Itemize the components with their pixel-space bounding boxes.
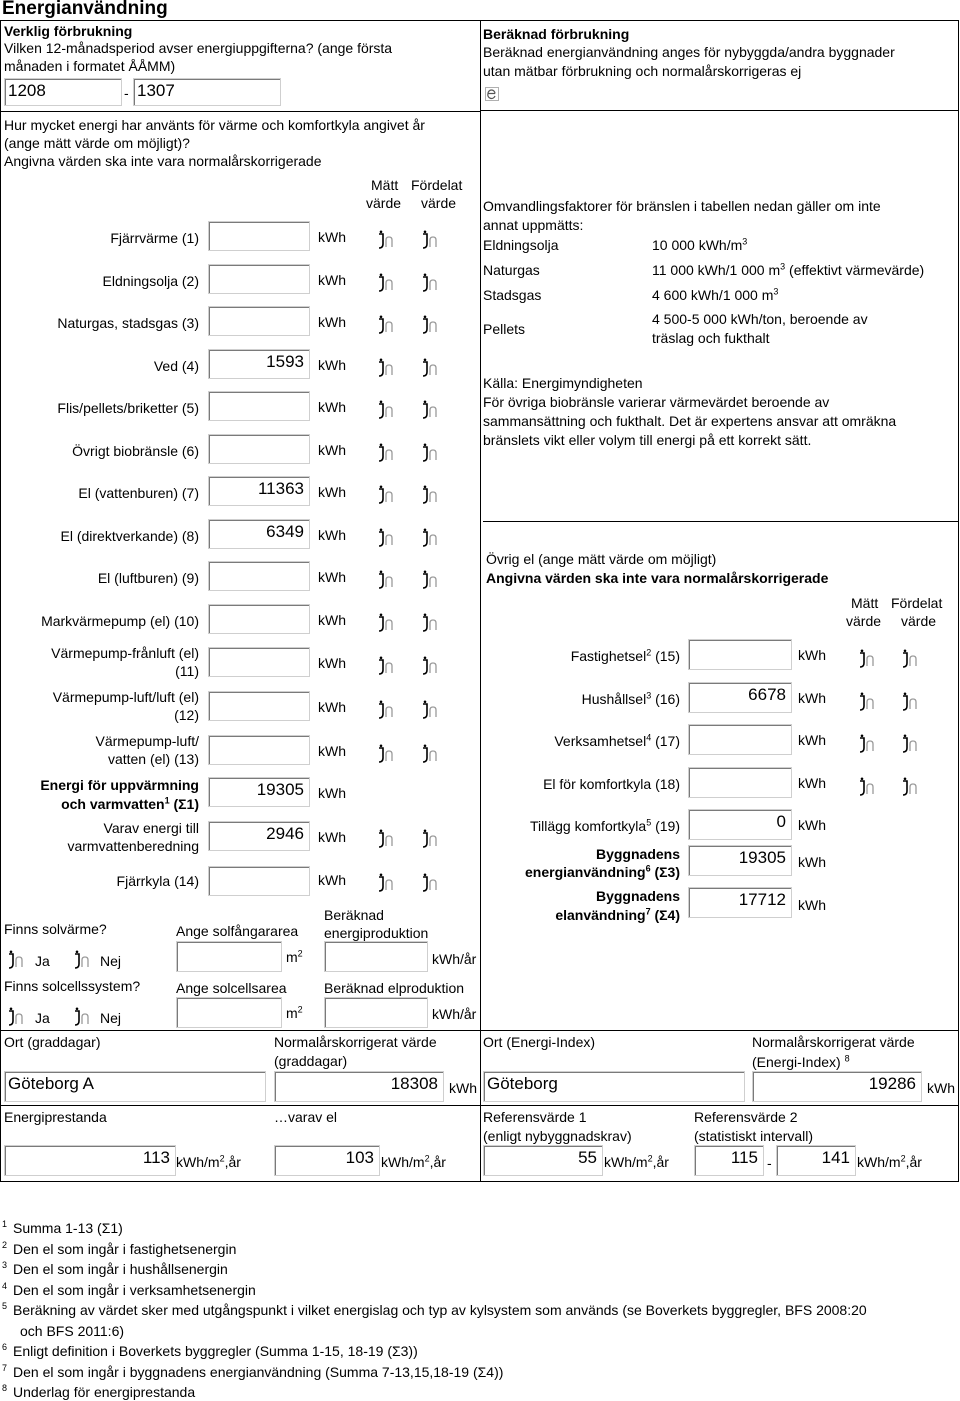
measured-radio[interactable]	[376, 358, 398, 378]
solar-no-label: Nej	[100, 953, 122, 969]
radio-icon	[376, 400, 398, 420]
radio-icon	[420, 358, 442, 378]
other-el-heading: Övrig el (ange mätt värde om möjligt)	[486, 551, 717, 567]
energy-row-label: El (direktverkande) (8)	[60, 527, 199, 544]
unit-label: kWh	[318, 872, 346, 888]
energy-row-value[interactable]	[208, 306, 310, 336]
footnote: $^2$ Den el som ingår i fastighetsenergin	[2, 1239, 237, 1257]
building-energy-label-2: energianvändning$^6$ (Σ3)	[525, 863, 680, 880]
distributed-radio[interactable]	[900, 649, 922, 669]
solar-area-input[interactable]	[176, 941, 282, 972]
unit-label: kWh	[798, 774, 826, 791]
energy-row-value[interactable]	[208, 264, 310, 294]
hot-water-label-2: varmvattenberedning	[67, 838, 199, 854]
measured-radio[interactable]	[857, 734, 879, 754]
energy-row-value[interactable]	[208, 434, 310, 464]
energy-row-label: El (vattenburen) (7)	[78, 485, 199, 501]
ort-graddagar-input[interactable]: Göteborg A	[4, 1071, 266, 1102]
radio-icon	[376, 570, 398, 590]
distributed-radio[interactable]	[420, 273, 442, 293]
solar-cells-yes-radio[interactable]	[6, 1007, 28, 1027]
building-energy-label: Byggnadens	[595, 846, 680, 862]
radio-icon	[420, 443, 442, 463]
radio-icon	[420, 273, 442, 293]
unit-label: kWh	[798, 689, 826, 706]
radio-icon	[420, 570, 442, 590]
other-el-row-value[interactable]: 0	[688, 809, 792, 840]
measured-radio[interactable]	[376, 744, 398, 764]
radio-icon	[420, 829, 442, 849]
other-el-row-label: Verksamhetsel$^4$ (17)	[554, 732, 680, 749]
energy-row-label: Övrigt biobränsle (6)	[72, 442, 199, 459]
solar-cells-area-input[interactable]	[176, 997, 282, 1028]
distributed-radio[interactable]	[420, 700, 442, 720]
measured-radio[interactable]	[857, 777, 879, 797]
radio-icon	[900, 649, 922, 669]
col-measured-2: värde	[366, 195, 402, 211]
conversion-intro-2: annat uppmätts:	[483, 217, 584, 233]
radio-icon	[376, 528, 398, 548]
ref1-value[interactable]: 55	[483, 1145, 603, 1176]
footnote: $^3$ Den el som ingår i hushållsenergin	[2, 1260, 228, 1277]
radio-icon	[857, 734, 879, 754]
other-el-row-value[interactable]	[688, 724, 792, 755]
ref1-label: Referensvärde 1	[483, 1109, 587, 1125]
radio-icon	[376, 656, 398, 676]
biofuel-note-2: sammansättning och fukthalt. Det är expertens ansvar att omräkna	[483, 413, 897, 429]
radio-icon	[420, 656, 442, 676]
solar-cells-area-label: Ange solcellsarea	[176, 980, 287, 996]
building-el-value[interactable]: 17712	[688, 887, 792, 918]
radio-icon	[376, 744, 398, 764]
amount-question-2: (ange mätt värde om möjligt)?	[4, 135, 190, 151]
radio-icon	[376, 873, 398, 893]
footnote: och BFS 2011:6)	[20, 1322, 125, 1339]
radio-icon	[857, 777, 879, 797]
col-distributed: Fördelat	[411, 177, 463, 193]
unit-label: kWh	[318, 569, 346, 585]
radio-icon	[420, 700, 442, 720]
unit-label: kWh	[318, 399, 346, 415]
unit-label: kWh	[318, 441, 346, 458]
radio-icon	[857, 649, 879, 669]
solar-calc-label-2: energiproduktion	[324, 925, 429, 941]
unit-kwh-m2: kWh/$m^2,år$	[857, 1153, 922, 1170]
conversion-factor: 10 000 kWh/$m^3$	[652, 236, 748, 253]
unit-label: kWh	[318, 743, 346, 759]
distributed-radio[interactable]	[420, 744, 442, 764]
solar-cells-production-input[interactable]	[324, 997, 428, 1028]
energy-row-label: Flis/pellets/briketter (5)	[57, 400, 199, 416]
solar-cells-question: Finns solcellssystem?	[4, 978, 141, 994]
ref2-dash: -	[767, 1155, 772, 1171]
solar-no-radio[interactable]	[72, 950, 94, 970]
radio-icon	[376, 315, 398, 335]
radio-icon	[420, 613, 442, 633]
radio-icon	[376, 485, 398, 505]
heatpump-row-value[interactable]	[208, 735, 310, 765]
distributed-radio[interactable]	[420, 230, 442, 250]
radio-icon	[376, 700, 398, 720]
period-dash: -	[124, 85, 129, 101]
divider	[483, 521, 958, 522]
col-measured: Mätt	[371, 177, 399, 193]
source-label: Källa: Energimyndigheten	[483, 375, 643, 391]
building-el-label: Byggnadens	[595, 888, 680, 904]
heatpump-row-value[interactable]	[208, 647, 310, 677]
col-measured: Mätt	[851, 595, 879, 611]
col-measured-2: värde	[846, 613, 882, 629]
distributed-radio[interactable]	[420, 570, 442, 590]
solar-production-input[interactable]	[324, 941, 428, 972]
radio-icon	[420, 744, 442, 764]
heatpump-row-label: Värmepump-frånluft (el)	[51, 645, 199, 661]
varav-el-value[interactable]: 103	[274, 1145, 380, 1176]
footnote: $^4$ Den el som ingår i verksamhetsenergin	[2, 1280, 256, 1298]
other-el-row-value[interactable]: 6678	[688, 682, 792, 713]
sum-heating-label-2: och varmvatten$^1$ (Σ1)	[61, 795, 199, 812]
energy-row-label: Markvärmepump (el) (10)	[41, 612, 199, 629]
unit-label: kWh	[318, 484, 346, 500]
measured-radio[interactable]	[376, 656, 398, 676]
distributed-radio[interactable]	[420, 315, 442, 335]
radio-icon	[420, 485, 442, 505]
solar-yes-radio[interactable]	[6, 950, 28, 970]
sum-heating-label: Energi för uppvärmning	[40, 777, 199, 793]
ref2-from-value[interactable]: 115	[694, 1145, 764, 1176]
measured-radio[interactable]	[376, 528, 398, 548]
conversion-fuel: Naturgas	[483, 262, 540, 278]
radio-icon	[72, 1007, 94, 1027]
radio-icon	[6, 1007, 28, 1027]
amount-question: Hur mycket energi har använts för värme och komfortkyla angivet år	[4, 117, 425, 133]
radio-icon	[6, 950, 28, 970]
unit-kwh-m2: kWh/$m^2,år$	[604, 1153, 669, 1170]
normalization-note: Angivna värden ska inte vara normalårskorrigerade	[4, 153, 322, 169]
radio-icon	[900, 734, 922, 754]
right-edge	[958, 111, 959, 1031]
measured-radio[interactable]	[376, 230, 398, 250]
distributed-radio[interactable]	[420, 443, 442, 463]
footnote: $^6$ Enligt definition i Boverkets byggregler (Summa 1-15, 18-19 (Σ3))	[2, 1342, 418, 1359]
solar-cells-no-label: Nej	[100, 1010, 122, 1026]
col-distributed-2: värde	[421, 195, 457, 211]
norm-index-label-2: (Energi-Index) $^8$	[752, 1053, 850, 1070]
radio-icon	[376, 273, 398, 293]
other-el-note: Angivna värden ska inte vara normalårskorrigerade	[486, 570, 829, 586]
distributed-radio[interactable]	[420, 485, 442, 505]
energy-row-value[interactable]	[208, 604, 310, 634]
building-el-label-2: elanvändning$^7$ (Σ4)	[555, 906, 680, 923]
conversion-fuel: Eldningsolja	[483, 237, 559, 253]
solar-question: Finns solvärme?	[4, 921, 107, 937]
unit-label: kWh	[318, 229, 346, 245]
energy-row-label: Eldningsolja (2)	[102, 272, 199, 289]
radio-icon	[857, 692, 879, 712]
radio-icon	[376, 443, 398, 463]
energy-row-value[interactable]	[208, 221, 310, 251]
energiprestanda-label: Energiprestanda	[4, 1109, 107, 1125]
period-question: Vilken 12-månadsperiod avser energiuppgifterna? (ange första	[4, 40, 393, 56]
ref2-label: Referensvärde 2	[694, 1109, 798, 1125]
heatpump-row-label: Värmepump-luft/luft (el)	[52, 689, 199, 705]
unit-label: kWh	[318, 785, 346, 801]
measured-radio[interactable]	[857, 692, 879, 712]
col-distributed: Fördelat	[891, 595, 943, 611]
conversion-intro: Omvandlingsfaktorer för bränslen i tabellen nedan gäller om inte	[483, 198, 881, 214]
unit-label: kWh	[318, 655, 346, 671]
conversion-factor: 11 000 kWh/1 000 $m^3$ (effektivt värmevärde)	[652, 261, 925, 278]
solar-yes-label: Ja	[35, 953, 50, 969]
radio-icon	[376, 230, 398, 250]
hot-water-distributed-radio[interactable]	[420, 829, 442, 849]
divider	[480, 1030, 481, 1182]
unit-m2: $m^2$	[286, 1004, 303, 1021]
district-cooling-label: Fjärrkyla (14)	[116, 873, 199, 889]
measured-radio[interactable]	[857, 649, 879, 669]
radio-icon	[376, 358, 398, 378]
varav-el-label: …varav el	[274, 1109, 338, 1125]
pellets-factor-2: träslag och fukthalt	[652, 330, 770, 346]
biofuel-note-3: bränslets vikt eller volym till energi på ett korrekt sätt.	[483, 432, 812, 448]
unit-label: kWh	[318, 829, 346, 845]
energy-row-label: Fjärrvärme (1)	[110, 230, 199, 246]
unit-label: kWh	[798, 647, 826, 663]
measured-radio[interactable]	[376, 443, 398, 463]
solar-cells-no-radio[interactable]	[72, 1007, 94, 1027]
unit-label: kWh	[798, 817, 826, 833]
measured-radio[interactable]	[376, 273, 398, 293]
pellets-factor: 4 500-5 000 kWh/ton, beroende av	[652, 311, 868, 327]
calculated-checkbox[interactable]	[484, 86, 500, 102]
ref2-to-value[interactable]: 141	[776, 1145, 856, 1176]
energy-row-label: Ved (4)	[153, 357, 199, 374]
other-el-row-value[interactable]	[688, 639, 792, 670]
norm-graddagar-label-2: (graddagar)	[274, 1053, 348, 1069]
calculated-heading: Beräknad förbrukning	[483, 26, 630, 42]
period-to-input[interactable]: 1307	[133, 78, 281, 106]
period-from-input[interactable]: 1208	[4, 78, 122, 106]
calculated-text-2: utan mätbar förbrukning och normalårskorrigeras ej	[483, 63, 802, 79]
district-cooling-value[interactable]	[208, 866, 310, 896]
distributed-radio[interactable]	[900, 692, 922, 712]
distributed-radio[interactable]	[420, 358, 442, 378]
norm-index-label: Normalårskorrigerat värde	[752, 1034, 915, 1050]
hot-water-measured-radio[interactable]	[376, 829, 398, 849]
ort-index-label: Ort (Energi-Index)	[483, 1034, 596, 1050]
energy-row-label: Naturgas, stadsgas (3)	[57, 315, 199, 331]
col-distributed-2: värde	[901, 613, 937, 629]
calculated-text: Beräknad energianvändning anges för nybyggda/andra byggnader	[483, 44, 895, 60]
other-el-row-label: Tillägg komfortkyla$^5$ (19)	[530, 817, 680, 834]
measured-radio[interactable]	[376, 570, 398, 590]
energy-row-value[interactable]	[208, 561, 310, 591]
distributed-radio[interactable]	[420, 528, 442, 548]
unit-kwh-m2: kWh/$m^2,år$	[176, 1153, 241, 1170]
unit-kwh-m2: kWh/$m^2,år$	[381, 1153, 446, 1170]
ort-graddagar-label: Ort (graddagar)	[4, 1034, 101, 1050]
distributed-radio[interactable]	[900, 734, 922, 754]
heatpump-row-label-2: vatten (el) (13)	[107, 751, 199, 767]
other-el-row-label: Fastighetsel$^2$ (15)	[570, 647, 680, 664]
energiprestanda-value[interactable]: 113	[4, 1145, 176, 1176]
conversion-fuel: Stadsgas	[483, 287, 542, 303]
radio-icon	[420, 230, 442, 250]
solar-calc-label: Beräknad	[324, 907, 384, 923]
radio-icon	[376, 613, 398, 633]
energy-row-label: El (luftburen) (9)	[97, 570, 199, 586]
radio-icon	[72, 950, 94, 970]
unit-label: kWh	[798, 732, 826, 748]
unit-kwh-year: kWh/år	[432, 951, 477, 967]
radio-icon	[420, 528, 442, 548]
distributed-radio[interactable]	[420, 656, 442, 676]
radio-icon	[420, 873, 442, 893]
unit-label: kWh	[318, 611, 346, 628]
unit-kwh-year: kWh/år	[432, 1006, 477, 1022]
heatpump-row-label: Värmepump-luft/	[95, 733, 199, 749]
norm-graddagar-label: Normalårskorrigerat värde	[274, 1034, 437, 1050]
footnote: $^5$ Beräkning av värdet sker med utgångspunkt i vilket energislag och typ av kylsystem som används (se Boverkets byggregler, BFS 2008:20	[2, 1301, 867, 1318]
solar-area-label: Ange solfångararea	[176, 923, 299, 939]
measured-radio[interactable]	[376, 400, 398, 420]
energy-row-value[interactable]	[208, 391, 310, 421]
divider	[0, 111, 481, 112]
district-cooling-measured-radio[interactable]	[376, 873, 398, 893]
checkbox-icon	[484, 86, 500, 102]
measured-radio[interactable]	[376, 613, 398, 633]
page-title: Energianvändning	[2, 0, 168, 19]
energy-row-value[interactable]: 1593	[208, 349, 310, 379]
footnote: $^1$ Summa 1-13 (Σ1)	[2, 1219, 123, 1236]
norm-graddagar-value[interactable]: 18308	[274, 1071, 444, 1102]
unit-label: kWh	[318, 526, 346, 543]
hot-water-label: Varav energi till	[103, 820, 199, 836]
radio-icon	[376, 829, 398, 849]
hot-water-value[interactable]: 2946	[208, 821, 310, 851]
heatpump-row-value[interactable]	[208, 691, 310, 721]
unit-label: kWh	[798, 854, 826, 870]
other-el-row-value[interactable]	[688, 767, 792, 798]
measured-radio[interactable]	[376, 485, 398, 505]
footnote: $^8$ Underlag för energiprestanda	[2, 1383, 196, 1400]
period-question-2: månaden i formatet ÅÅMM)	[4, 58, 176, 74]
distributed-radio[interactable]	[900, 777, 922, 797]
distributed-radio[interactable]	[420, 613, 442, 633]
biofuel-note: För övriga biobränsle varierar värmevärdet beroende av	[483, 394, 830, 410]
unit-label: kWh	[449, 1080, 477, 1096]
unit-label: kWh	[318, 314, 346, 330]
other-el-row-label: Hushållsel$^3$ (16)	[581, 689, 680, 707]
unit-label: kWh	[318, 271, 346, 288]
norm-index-value[interactable]: 19286	[752, 1071, 922, 1102]
energy-row-value[interactable]: 6349	[208, 519, 310, 549]
ort-index-input[interactable]: Göteborg	[483, 1071, 745, 1102]
unit-label: kWh	[927, 1080, 955, 1096]
ref1-label-2: (enligt nybyggnadskrav)	[483, 1128, 632, 1144]
distributed-radio[interactable]	[420, 400, 442, 420]
district-cooling-distributed-radio[interactable]	[420, 873, 442, 893]
solar-cells-yes-label: Ja	[35, 1010, 50, 1026]
unit-m2: $m^2$	[286, 948, 303, 965]
heatpump-row-label-2: (11)	[175, 663, 199, 679]
footnote: $^7$ Den el som ingår i byggnadens energianvändning (Summa 7-13,15,18-19 (Σ4))	[2, 1362, 504, 1380]
unit-label: kWh	[318, 699, 346, 715]
other-el-row-label: El för komfortkyla (18)	[543, 775, 680, 792]
measured-radio[interactable]	[376, 700, 398, 720]
ref2-label-2: (statistiskt intervall)	[694, 1128, 814, 1144]
radio-icon	[900, 692, 922, 712]
radio-icon	[420, 400, 442, 420]
sum-heating-value[interactable]: 19305	[208, 777, 310, 807]
solar-cells-calc-label: Beräknad elproduktion	[324, 980, 465, 996]
pellets-label: Pellets	[483, 321, 526, 337]
conversion-factor: 4 600 kWh/1 000 $m^3$	[652, 286, 779, 303]
energy-row-value[interactable]: 11363	[208, 476, 310, 506]
unit-label: kWh	[798, 897, 826, 913]
building-energy-value[interactable]: 19305	[688, 845, 792, 876]
radio-icon	[900, 777, 922, 797]
actual-consumption-heading: Verklig förbrukning	[4, 23, 133, 39]
measured-radio[interactable]	[376, 315, 398, 335]
unit-label: kWh	[318, 356, 346, 373]
heatpump-row-label-2: (12)	[174, 707, 199, 723]
radio-icon	[420, 315, 442, 335]
